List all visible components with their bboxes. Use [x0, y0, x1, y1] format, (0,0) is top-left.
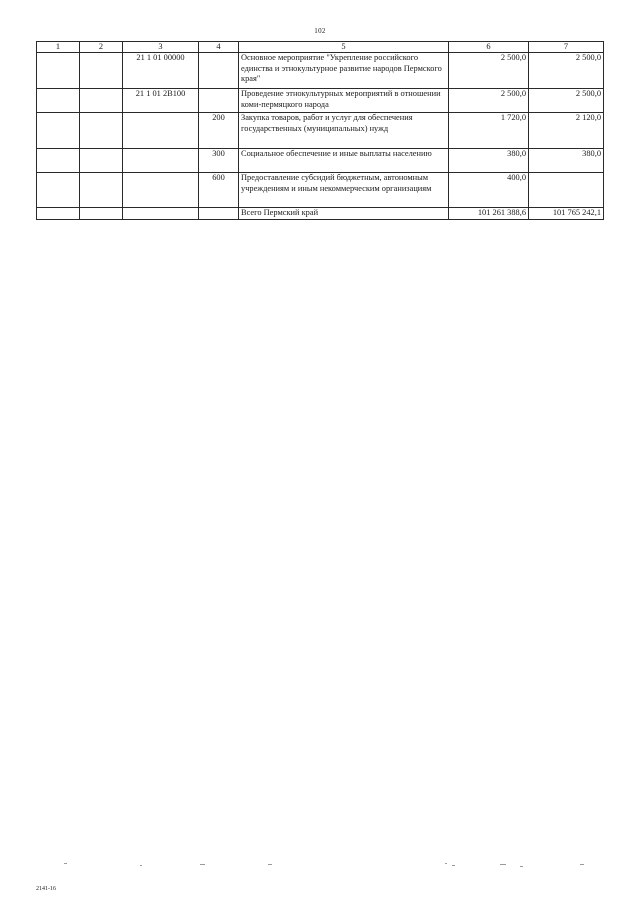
- table-row-total: [37, 208, 604, 220]
- document-code: 2141-16: [36, 886, 56, 892]
- cell-name: Социальное обеспечение и иные выплаты населению: [239, 149, 449, 173]
- cell-section: [37, 113, 80, 149]
- cell-section: [37, 89, 80, 113]
- cell-subsection: [80, 208, 123, 220]
- cell-expense-type: [199, 208, 239, 220]
- cell-name: Основное мероприятие "Укрепление российского единства и этнокультурное развитие народов Пермского края": [239, 53, 449, 89]
- table-row: [37, 149, 604, 173]
- cell-section: [37, 53, 80, 89]
- table-row: [37, 89, 604, 113]
- cell-name: Проведение этнокультурных мероприятий в отношении коми-пермяцкого народа: [239, 89, 449, 113]
- cell-expense-type: 300: [199, 149, 239, 173]
- page-number: 102: [314, 27, 326, 35]
- column-header-6: 6: [449, 42, 529, 53]
- table-row: [37, 53, 604, 89]
- cell-subsection: [80, 173, 123, 208]
- cell-section: [37, 208, 80, 220]
- cell-expense-type: [199, 53, 239, 89]
- cell-name: Предоставление субсидий бюджетным, автономным учреждениям и иным некоммерческим организациям: [239, 173, 449, 208]
- cell-section: [37, 173, 80, 208]
- cell-amount-year-2: 380,0: [529, 149, 604, 173]
- column-header-3: 3: [123, 42, 199, 53]
- cell-name: Закупка товаров, работ и услуг для обеспечения государственных (муниципальных) нужд: [239, 113, 449, 149]
- cell-amount-year-2: 2 500,0: [529, 53, 604, 89]
- cell-target-article: [123, 113, 199, 149]
- cell-amount-year-1: 400,0: [449, 173, 529, 208]
- cell-amount-year-1: 101 261 388,6: [449, 208, 529, 220]
- cell-target-article: [123, 173, 199, 208]
- budget-table: [36, 41, 604, 220]
- cell-name: Всего Пермский край: [239, 208, 449, 220]
- cell-target-article: [123, 208, 199, 220]
- column-header-7: 7: [529, 42, 604, 53]
- cell-amount-year-1: 380,0: [449, 149, 529, 173]
- column-header-4: 4: [199, 42, 239, 53]
- table-row: [37, 113, 604, 149]
- cell-subsection: [80, 53, 123, 89]
- cell-amount-year-2: [529, 173, 604, 208]
- cell-subsection: [80, 113, 123, 149]
- scan-specks: [0, 858, 640, 872]
- cell-target-article: 21 1 01 2В100: [123, 89, 199, 113]
- cell-amount-year-1: 2 500,0: [449, 89, 529, 113]
- cell-section: [37, 149, 80, 173]
- column-header-1: 1: [37, 42, 80, 53]
- cell-expense-type: [199, 89, 239, 113]
- cell-amount-year-2: 101 765 242,1: [529, 208, 604, 220]
- cell-target-article: [123, 149, 199, 173]
- table-row: [37, 173, 604, 208]
- cell-amount-year-2: 2 500,0: [529, 89, 604, 113]
- header-row: [37, 42, 604, 53]
- cell-expense-type: 600: [199, 173, 239, 208]
- column-header-2: 2: [80, 42, 123, 53]
- cell-amount-year-1: 1 720,0: [449, 113, 529, 149]
- cell-amount-year-2: 2 120,0: [529, 113, 604, 149]
- column-header-5: 5: [239, 42, 449, 53]
- cell-amount-year-1: 2 500,0: [449, 53, 529, 89]
- cell-target-article: 21 1 01 00000: [123, 53, 199, 89]
- cell-expense-type: 200: [199, 113, 239, 149]
- cell-subsection: [80, 149, 123, 173]
- cell-subsection: [80, 89, 123, 113]
